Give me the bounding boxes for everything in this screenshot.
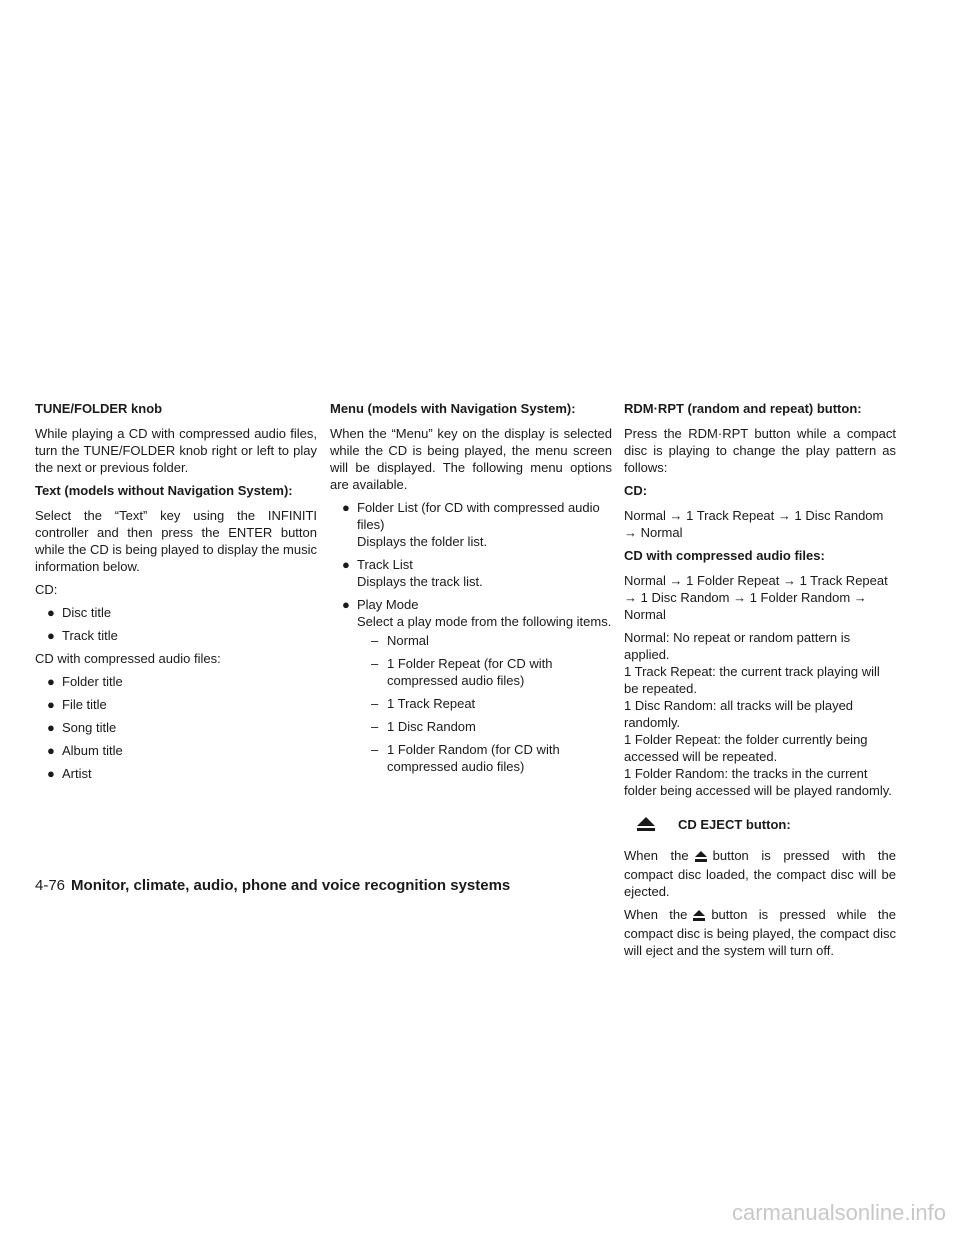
bullet-icon: ● <box>47 766 55 781</box>
bullet-icon: ● <box>342 597 350 612</box>
definition-line: 1 Track Repeat: the current track playing will be repeated. <box>624 664 880 696</box>
subheading-compressed: CD with compressed audio files: <box>624 548 825 563</box>
paragraph-eject-2: When the button is pressed while the compact disc is being played, the compact disc will eject and the system will turn off. <box>624 907 896 958</box>
definition-line: Normal: No repeat or random pattern is applied. <box>624 630 851 662</box>
eject-icon <box>624 809 668 839</box>
bullet-icon: ● <box>47 628 55 643</box>
list-item: – Normal <box>371 633 429 648</box>
cd-info-list <box>35 604 317 644</box>
column-left <box>35 400 317 788</box>
eject-heading-row <box>624 809 896 839</box>
section-heading-menu: Menu (models with Navigation System): <box>330 401 576 416</box>
list-item: ● Disc title <box>47 605 112 620</box>
list-item: – 1 Disc Random <box>371 719 476 734</box>
compressed-label: CD with compressed audio files: <box>35 651 221 666</box>
column-right <box>624 400 896 965</box>
definition-line: 1 Folder Repeat: the folder currently being accessed will be repeated. <box>624 732 868 764</box>
list-item: ● Track List Displays the track list. <box>342 557 483 589</box>
list-item: ● Artist <box>47 766 92 781</box>
page-footer <box>35 877 510 894</box>
paragraph-eject-1: When the button is pressed with the compact disc loaded, the compact disc will be ejected. <box>624 848 896 899</box>
list-item: ● Folder List (for CD with compressed audio files) Displays the folder list. <box>342 500 600 549</box>
list-item: – 1 Folder Random (for CD with compressed audio files) <box>371 742 560 774</box>
section-heading-tune-folder: TUNE/FOLDER knob <box>35 401 163 416</box>
section-heading-eject: CD EJECT button: <box>678 816 791 832</box>
play-mode-list <box>357 632 612 775</box>
list-item: ● Play Mode Select a play mode from the following items. – Normal – 1 Folder Repeat (for CD with compressed audio files) – 1 Track Repeat – 1 Disc Random – 1 Folder Random (for CD with compressed audio files) <box>342 597 612 774</box>
column-middle <box>330 400 612 781</box>
chapter-title: Monitor, climate, audio, phone and voice recognition systems <box>71 877 511 894</box>
bullet-icon: ● <box>47 697 55 712</box>
bullet-icon: ● <box>47 674 55 689</box>
eject-icon <box>695 849 707 866</box>
list-item: – 1 Folder Repeat (for CD with compressed audio files) <box>371 656 553 688</box>
paragraph-menu: When the “Menu” key on the display is selected while the CD is being played, the menu screen will be displayed. The following menu options are available. <box>330 426 612 492</box>
page-number: 4-76 <box>35 877 66 894</box>
subheading-cd: CD: <box>624 483 648 498</box>
paragraph-text: Select the “Text” key using the INFINITI controller and then press the ENTER button while the CD is being played to display the music information below. <box>35 508 317 574</box>
list-item: ● Folder title <box>47 674 123 689</box>
bullet-icon: ● <box>47 605 55 620</box>
definitions <box>624 629 896 799</box>
bullet-icon: ● <box>47 720 55 735</box>
list-item: – 1 Track Repeat <box>371 696 476 711</box>
list-item: ● Song title <box>47 720 117 735</box>
paragraph-tune-folder: While playing a CD with compressed audio files, turn the TUNE/FOLDER knob right or left to play the next or previous folder. <box>35 426 317 475</box>
watermark: carmanualsonline.info <box>731 1200 946 1225</box>
bullet-icon: ● <box>342 557 350 572</box>
section-heading-rdm-rpt: RDM·RPT (random and repeat) button: <box>624 401 862 416</box>
eject-icon <box>693 908 705 925</box>
compressed-info-list <box>35 673 317 782</box>
cd-sequence: Normal → 1 Track Repeat → 1 Disc Random → Normal <box>624 508 884 540</box>
list-item: ● File title <box>47 697 107 712</box>
compressed-sequence: Normal → 1 Folder Repeat → 1 Track Repeat → 1 Disc Random → 1 Folder Random → Normal <box>624 573 888 622</box>
bullet-icon: ● <box>47 743 55 758</box>
cd-label: CD: <box>35 582 58 597</box>
list-item: ● Track title <box>47 628 118 643</box>
menu-options-list <box>330 499 612 775</box>
list-item: ● Album title <box>47 743 123 758</box>
section-heading-text: Text (models without Navigation System): <box>35 483 293 498</box>
definition-line: 1 Disc Random: all tracks will be played randomly. <box>624 698 854 730</box>
definition-line: 1 Folder Random: the tracks in the current folder being accessed will be played randomly. <box>624 766 892 798</box>
paragraph-rdm-rpt: Press the RDM·RPT button while a compact disc is playing to change the play pattern as follows: <box>624 426 896 475</box>
bullet-icon: ● <box>342 500 350 515</box>
